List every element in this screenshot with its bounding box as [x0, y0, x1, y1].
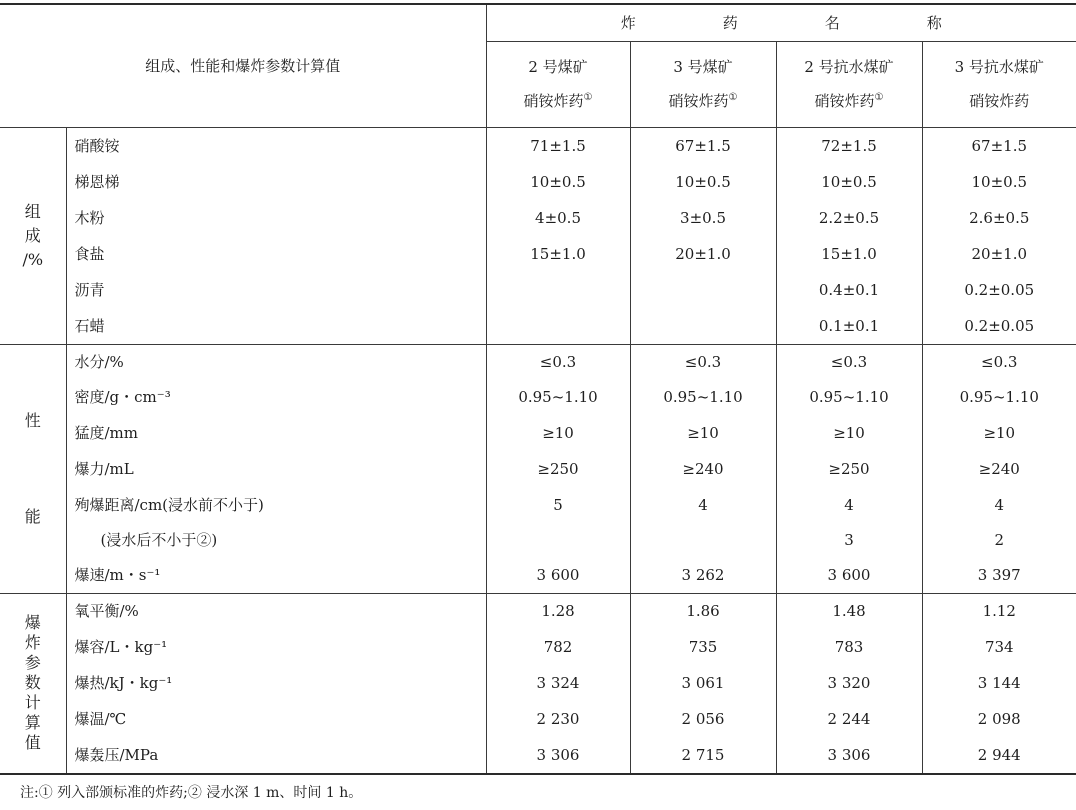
table-row: [0, 200, 1076, 236]
value-cell: 71±1.5: [486, 127, 630, 164]
value-cell: 0.95~1.10: [630, 379, 776, 415]
column-header-line1: 2 号煤矿: [528, 58, 588, 76]
table-row: [0, 415, 1076, 451]
value-cell: 1.28: [486, 593, 630, 629]
value-cell: 1.48: [776, 593, 922, 629]
table-row: [0, 522, 1076, 558]
section-label-char: 成: [24, 225, 41, 245]
row-label: 爆容/L・kg⁻¹: [66, 629, 486, 665]
value-cell: ≤0.3: [486, 344, 630, 379]
value-cell: 3 306: [776, 737, 922, 774]
section-label: [0, 344, 66, 593]
value-cell: 4±0.5: [486, 200, 630, 236]
value-cell: 0.95~1.10: [486, 379, 630, 415]
row-label: 石蜡: [66, 308, 486, 344]
value-cell: 3 397: [922, 558, 1076, 593]
table-row: [0, 629, 1076, 665]
value-cell: [486, 522, 630, 558]
row-label: 硝酸铵: [66, 127, 486, 164]
value-cell: [630, 522, 776, 558]
value-cell: ≤0.3: [776, 344, 922, 379]
value-cell: 0.4±0.1: [776, 272, 922, 308]
value-cell: 0.2±0.05: [922, 272, 1076, 308]
table-row: [0, 593, 1076, 629]
column-header-line2: 硝铵炸药: [668, 92, 729, 110]
value-cell: 67±1.5: [630, 127, 776, 164]
value-cell: 4: [776, 487, 922, 522]
section-label-char: 性: [24, 410, 41, 430]
value-cell: 3: [776, 522, 922, 558]
value-cell: 1.12: [922, 593, 1076, 629]
value-cell: 2: [922, 522, 1076, 558]
value-cell: 10±0.5: [922, 164, 1076, 200]
row-label: 爆轰压/MPa: [66, 737, 486, 774]
value-cell: 782: [486, 629, 630, 665]
value-cell: 0.1±0.1: [776, 308, 922, 344]
column-header: [630, 41, 776, 127]
table-row: [0, 379, 1076, 415]
value-cell: ≤0.3: [630, 344, 776, 379]
value-cell: 2 715: [630, 737, 776, 774]
value-cell: ≥240: [922, 451, 1076, 487]
value-cell: 2 944: [922, 737, 1076, 774]
column-header-line2: 硝铵炸药: [523, 92, 584, 110]
table-row: [0, 737, 1076, 774]
value-cell: 20±1.0: [922, 236, 1076, 272]
value-cell: 10±0.5: [486, 164, 630, 200]
section-label-char: 能: [24, 506, 41, 526]
row-label: 爆热/kJ・kg⁻¹: [66, 665, 486, 701]
value-cell: 734: [922, 629, 1076, 665]
value-cell: 10±0.5: [630, 164, 776, 200]
value-cell: 1.86: [630, 593, 776, 629]
value-cell: [486, 272, 630, 308]
row-label: 食盐: [66, 236, 486, 272]
value-cell: 735: [630, 629, 776, 665]
row-label: 殉爆距离/cm(浸水前不小于): [66, 487, 486, 522]
section-label-char: 爆: [24, 613, 41, 633]
header-row-names: [0, 4, 1076, 41]
section-label-char: 组: [24, 201, 41, 221]
value-cell: 3 320: [776, 665, 922, 701]
value-cell: 15±1.0: [486, 236, 630, 272]
table-row: [0, 272, 1076, 308]
value-cell: 2 244: [776, 701, 922, 737]
table-row: [0, 451, 1076, 487]
table-row: [0, 164, 1076, 200]
section-label-char: /%: [22, 249, 44, 269]
row-label: 猛度/mm: [66, 415, 486, 451]
value-cell: ≥10: [486, 415, 630, 451]
value-cell: 67±1.5: [922, 127, 1076, 164]
value-cell: 0.95~1.10: [922, 379, 1076, 415]
value-cell: 3 306: [486, 737, 630, 774]
value-cell: [630, 272, 776, 308]
value-cell: 2.2±0.5: [776, 200, 922, 236]
table-row: [0, 344, 1076, 379]
explosives-table: [0, 3, 1076, 775]
value-cell: [486, 308, 630, 344]
value-cell: 15±1.0: [776, 236, 922, 272]
value-cell: 4: [630, 487, 776, 522]
section-label-char: 炸: [24, 633, 41, 653]
value-cell: [630, 308, 776, 344]
value-cell: ≥10: [776, 415, 922, 451]
explosive-names-title: [486, 4, 1076, 41]
section-label-char: 计: [24, 693, 41, 713]
column-header-line1: 3 号煤矿: [673, 58, 733, 76]
section-label-char: 值: [24, 733, 41, 753]
value-cell: ≤0.3: [922, 344, 1076, 379]
table-row: [0, 236, 1076, 272]
value-cell: 783: [776, 629, 922, 665]
section-label-char: 数: [24, 673, 41, 693]
column-header: [776, 41, 922, 127]
column-header: [486, 41, 630, 127]
value-cell: 3 262: [630, 558, 776, 593]
value-cell: 2 098: [922, 701, 1076, 737]
row-label: 水分/%: [66, 344, 486, 379]
value-cell: 72±1.5: [776, 127, 922, 164]
section-label: [0, 127, 66, 344]
value-cell: ≥240: [630, 451, 776, 487]
row-label: 爆速/m・s⁻¹: [66, 558, 486, 593]
row-label: 爆力/mL: [66, 451, 486, 487]
section-label: [0, 593, 66, 774]
footnote-mark: ①: [874, 92, 884, 103]
table-row: [0, 308, 1076, 344]
value-cell: 2 056: [630, 701, 776, 737]
table-row: [0, 487, 1076, 522]
row-label: (浸水后不小于②): [66, 522, 486, 558]
header-row-label: 组成、性能和爆炸参数计算值: [145, 56, 341, 75]
value-cell: 2 230: [486, 701, 630, 737]
table-footnote: 注:① 列入部颁标准的炸药;② 浸水深 1 m、时间 1 h。: [20, 785, 363, 801]
names-title-char: 名: [824, 13, 840, 32]
value-cell: 2.6±0.5: [922, 200, 1076, 236]
value-cell: 5: [486, 487, 630, 522]
row-label: 木粉: [66, 200, 486, 236]
section-label-char: 参: [24, 653, 41, 673]
value-cell: ≥250: [486, 451, 630, 487]
value-cell: 3±0.5: [630, 200, 776, 236]
row-label: 沥青: [66, 272, 486, 308]
table-row: [0, 127, 1076, 164]
column-header-line1: 2 号抗水煤矿: [804, 58, 894, 76]
column-header: [922, 41, 1076, 127]
value-cell: 3 144: [922, 665, 1076, 701]
names-title-char: 药: [722, 13, 738, 32]
table-row: [0, 701, 1076, 737]
value-cell: 0.95~1.10: [776, 379, 922, 415]
column-header-line2: 硝铵炸药: [969, 92, 1030, 110]
footnote-mark: ①: [728, 92, 738, 103]
names-title-char: 称: [926, 13, 942, 32]
row-label: 氧平衡/%: [66, 593, 486, 629]
row-label: 密度/g・cm⁻³: [66, 379, 486, 415]
footnote-mark: ①: [583, 92, 593, 103]
value-cell: 3 600: [776, 558, 922, 593]
value-cell: 0.2±0.05: [922, 308, 1076, 344]
value-cell: 3 324: [486, 665, 630, 701]
row-label: 梯恩梯: [66, 164, 486, 200]
value-cell: ≥10: [922, 415, 1076, 451]
value-cell: 20±1.0: [630, 236, 776, 272]
value-cell: 3 600: [486, 558, 630, 593]
section-label-char: 算: [24, 713, 41, 733]
value-cell: 3 061: [630, 665, 776, 701]
table-row: [0, 558, 1076, 593]
value-cell: 10±0.5: [776, 164, 922, 200]
value-cell: ≥10: [630, 415, 776, 451]
value-cell: 4: [922, 487, 1076, 522]
table-row: [0, 665, 1076, 701]
names-title-char: 炸: [620, 13, 636, 32]
column-header-line1: 3 号抗水煤矿: [954, 58, 1044, 76]
row-label: 爆温/℃: [66, 701, 486, 737]
column-header-line2: 硝铵炸药: [814, 92, 875, 110]
value-cell: ≥250: [776, 451, 922, 487]
